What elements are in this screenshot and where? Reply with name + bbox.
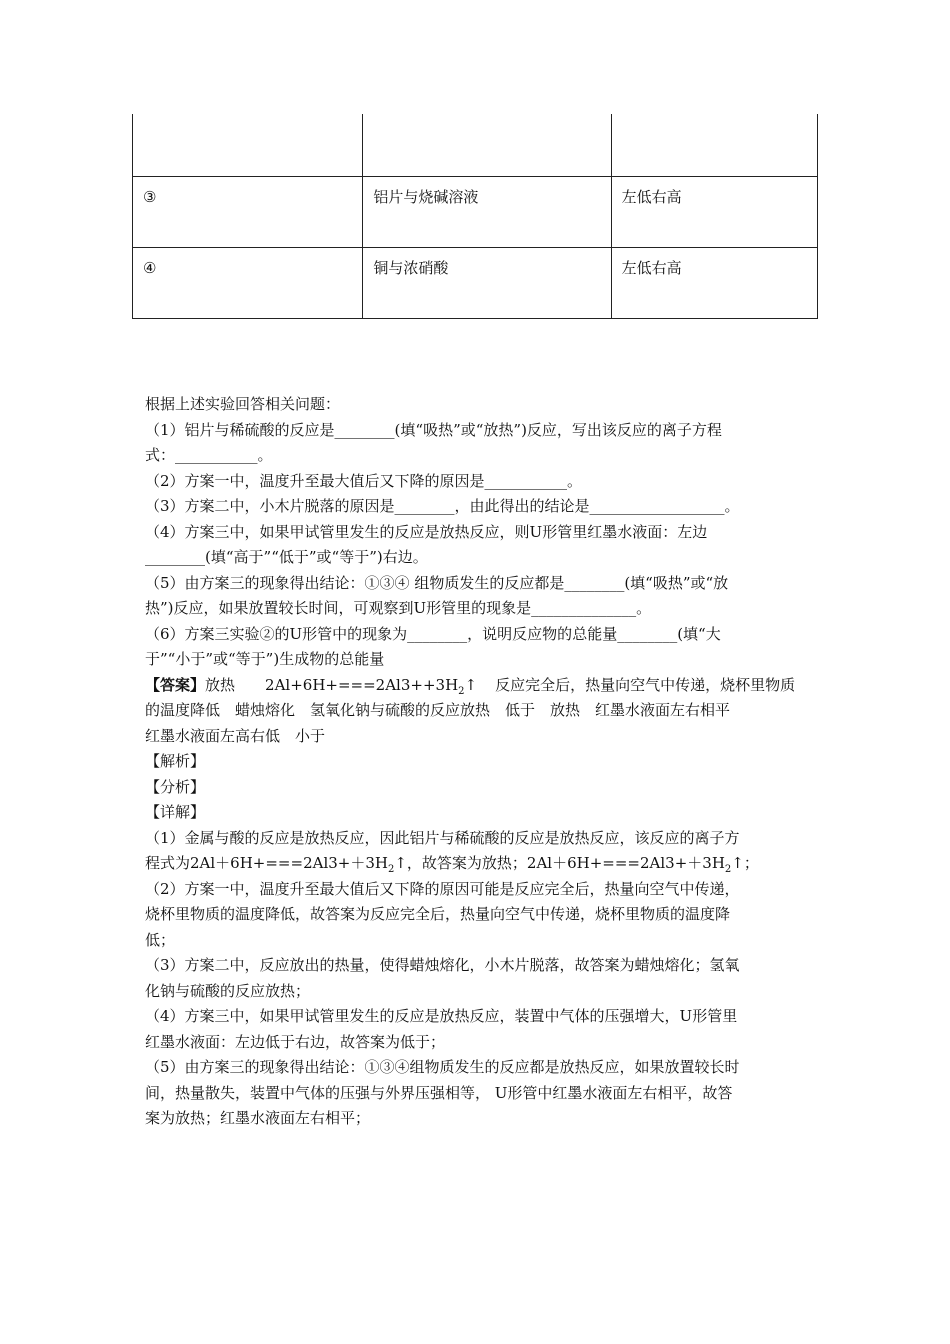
- answer-line-3: 红墨水液面左高右低 小于: [145, 726, 326, 745]
- analysis-1: （1）金属与酸的反应是放热反应，因此铝片与稀硫酸的反应是放热反应，该反应的离子方: [145, 828, 740, 847]
- question-3: （3）方案二中，小木片脱落的原因是________，由此得出的结论是__________________。: [145, 497, 740, 515]
- question-6: （6）方案三实验②的U形管中的现象为________，说明反应物的总能量________(填“大: [145, 624, 721, 643]
- analysis-label: 【解析】: [145, 752, 206, 770]
- answer-label: 【答案】: [145, 675, 206, 694]
- analysis-5: （5）由方案三的现象得出结论：①③④组物质发生的反应都是放热反应，如果放置较长时: [145, 1058, 740, 1076]
- question-2: （2）方案一中，温度升至最大值后又下降的原因是___________。: [145, 471, 583, 490]
- question-1: （1）铝片与稀硫酸的反应是________(填“吸热”或“放热”)反应，写出该反应的离子方程: [145, 420, 722, 439]
- analysis-1-sub2: 2: [724, 864, 732, 875]
- xiangjie-label: 【详解】: [145, 803, 206, 821]
- table-cell-phenomenon: [611, 114, 817, 177]
- table-cell-reagent: 铝片与烧碱溶液: [363, 177, 611, 248]
- answer-2: 反应完全后，热量向空气中传递，烧杯里物质: [495, 675, 796, 694]
- answer-equation: 2Al+6H+===2Al3++3H: [265, 675, 459, 694]
- question-content: [145, 392, 810, 1132]
- analysis-1-eq: 程式为2Al＋6H+===2Al3+＋3H: [145, 854, 388, 872]
- answer-line-2: 的温度降低 蜡烛熔化 氢氧化钠与硫酸的反应放热 低于 放热 红墨水液面左右相平: [145, 701, 731, 719]
- analysis-4-cont: 红墨水液面：左边低于右边，故答案为低于；: [145, 1032, 446, 1051]
- answer-1: 放热: [205, 675, 236, 694]
- experiment-table: [132, 114, 818, 319]
- question-5: （5）由方案三的现象得出结论：①③④ 组物质发生的反应都是________(填“吸热”或“放: [145, 573, 729, 592]
- table-cell-no: ③: [133, 177, 363, 248]
- table-row: [133, 177, 818, 248]
- answer-equation-subscript: 2: [458, 685, 465, 697]
- answer-line: [145, 673, 810, 699]
- table-cell-phenomenon: 左低右高: [611, 177, 817, 248]
- fenxi-label: 【分析】: [145, 777, 206, 796]
- table-row: [133, 114, 818, 177]
- table-cell-no: [133, 114, 363, 177]
- table-cell-reagent: 铜与浓硝酸: [363, 248, 611, 319]
- analysis-1-sub: 2: [387, 864, 395, 875]
- analysis-4: （4）方案三中，如果甲试管里发生的反应是放热反应，装置中气体的压强增大，U形管里: [145, 1007, 738, 1025]
- analysis-5-cont: 间，热量散失，装置中气体的压强与外界压强相等， U形管中红墨水液面左右相平，故答: [145, 1083, 733, 1102]
- answer-equation-end: ↑: [464, 675, 478, 694]
- analysis-2: （2）方案一中，温度升至最大值后又下降的原因可能是反应完全后，热量向空气中传递，: [145, 879, 740, 898]
- analysis-3-cont: 化钠与硫酸的反应放热；: [145, 981, 311, 1000]
- question-4-cont: ________(填“高于”“低于”或“等于”)右边。: [145, 548, 428, 566]
- analysis-1-mid: ↑，故答案为放热；2Al＋6H+===2Al3+＋3H: [394, 854, 725, 872]
- analysis-1-end: ↑；: [731, 854, 759, 872]
- table-cell-reagent: [363, 114, 611, 177]
- analysis-5-cont2: 案为放热；红墨水液面左右相平；: [145, 1109, 371, 1127]
- analysis-3: （3）方案二中，反应放出的热量，使得蜡烛熔化，小木片脱落，故答案为蜡烛熔化；氢氧: [145, 956, 740, 974]
- question-4: （4）方案三中，如果甲试管里发生的反应是放热反应，则U形管里红墨水液面：左边: [145, 522, 708, 541]
- analysis-2-cont2: 低；: [145, 930, 176, 949]
- question-6-cont: 于”“小于”或“等于”)生成物的总能量: [145, 650, 385, 668]
- table-cell-phenomenon: 左低右高: [611, 248, 817, 319]
- table-row: [133, 248, 818, 319]
- question-1-cont: 式：___________。: [145, 446, 273, 464]
- question-5-cont: 热”)反应，如果放置较长时间，可观察到U形管里的现象是______________。: [145, 599, 652, 617]
- intro-text: 根据上述实验回答相关问题：: [145, 395, 341, 413]
- analysis-2-cont: 烧杯里物质的温度降低，故答案为反应完全后，热量向空气中传递，烧杯里物质的温度降: [145, 905, 731, 923]
- table-cell-no: ④: [133, 248, 363, 319]
- analysis-1-cont: [145, 851, 810, 877]
